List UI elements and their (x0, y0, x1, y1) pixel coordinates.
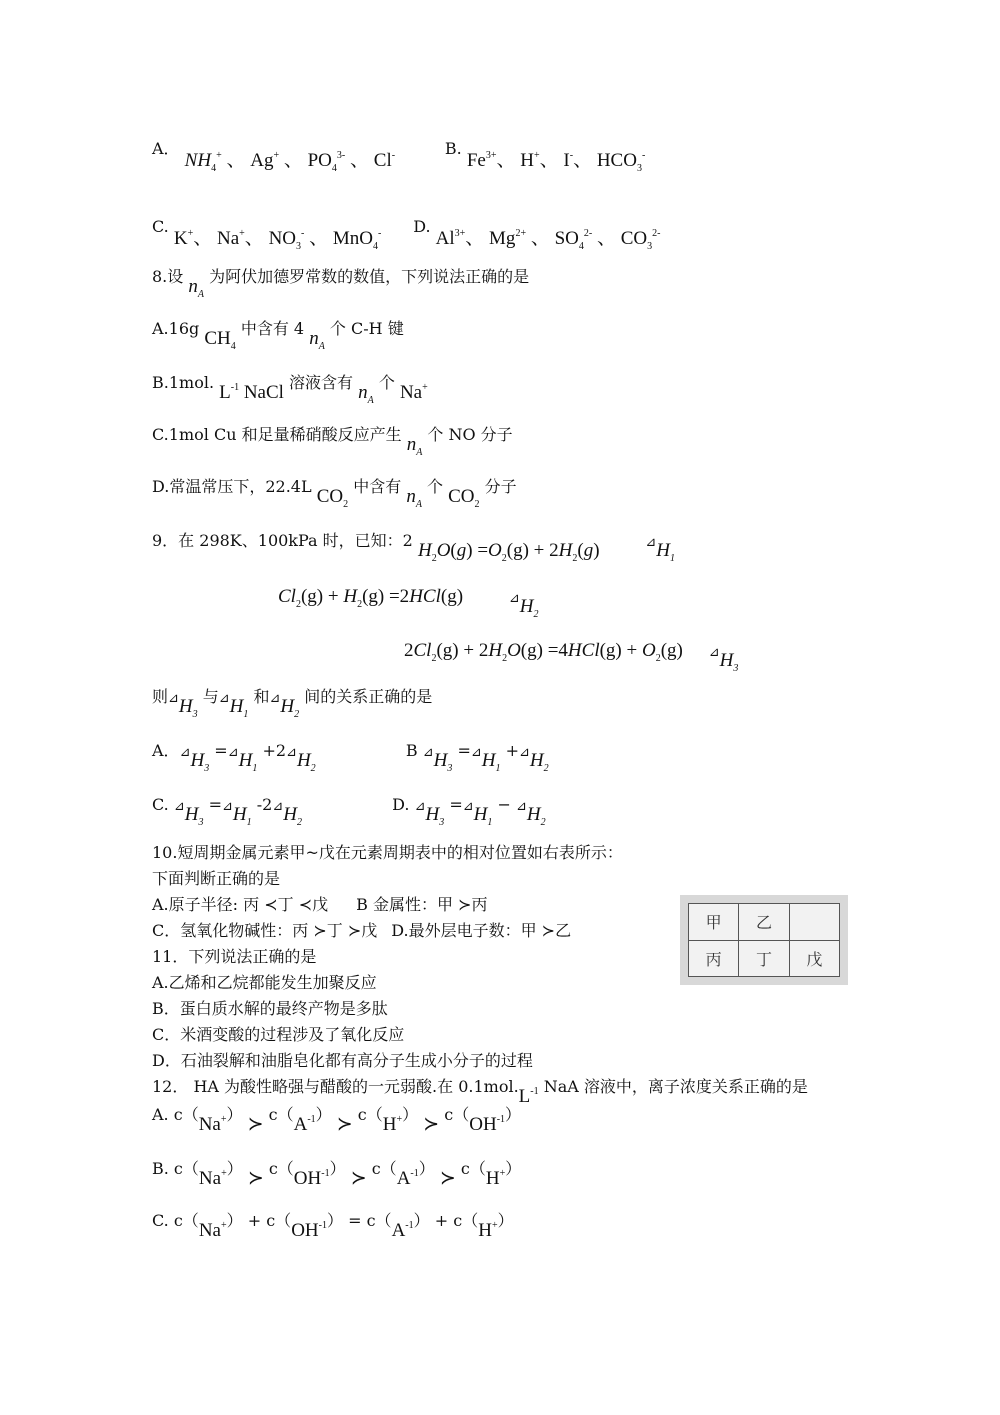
table-cell: 甲 (689, 904, 739, 941)
q8-option-a: A.16g $CH_4$ 中含有 4 $n_A$ 个 C-H 键 (152, 319, 404, 352)
q9-question: 则$⊿H_3$ 与$⊿H_1$ 和$⊿H_2$ 间的关系正确的是 (152, 687, 433, 720)
q7-option-d-ions: $Al^{3+}$、 $Mg^{2+}$ 、 $SO_4^{2-}$ 、 $CO_3^{2-}$ (435, 228, 661, 252)
q12-stem: 12． HA 为酸性略强与醋酸的一元弱酸.在 $0.1mol.L^{-1}$ NaA 溶液中，离子浓度关系正确的是 (152, 1077, 808, 1107)
q9-options-ab: A．$⊿H_3$ $=⊿H_1$ $+2⊿H_2$ B $⊿H_3$ $=⊿H_1$ $+⊿H_2$ (152, 741, 549, 774)
table-cell (789, 904, 839, 941)
q11-option-d: D．石油裂解和油脂皂化都有高分子生成小分子的过程 (152, 1051, 533, 1070)
q10-stem: 10.短周期金属元素甲~戊在元素周期表中的相对位置如右表所示： (152, 843, 623, 862)
q8-option-c: C.1mol Cu 和足量稀硝酸反应产生 $n_A$ 个 NO 分子 (152, 425, 513, 458)
q7-option-c-label: C. (152, 217, 169, 236)
q7-option-a-label: A． (152, 139, 180, 158)
table-cell: 丙 (689, 940, 739, 977)
q12-option-b: B. c（Na+） ≻ $c(OH^{-1})$ ≻ $c(A^{-1})$ ≻ c（H+） (152, 1159, 522, 1189)
q10-options-ab: A.原子半径: 丙 ≺丁 ≺戊 B 金属性：甲 ≻丙 (152, 895, 488, 914)
q8-option-b: B.1mol. $L^{-1}$ NaCl 溶液含有 $n_A$ 个 Na+ (152, 373, 428, 406)
q8-option-d: D.常温常压下，22.4L $CO_2$ 中含有 $n_A$ 个 $CO_2$ 分子 (152, 477, 517, 510)
q7-row-cd (152, 216, 661, 252)
q7-option-b-ions: $Fe^{3+}$、 H+、 I-、 $HCO_3^-$ (466, 150, 646, 174)
q11-option-c: C．米酒变酸的过程涉及了氧化反应 (152, 1025, 405, 1044)
q7-option-d-label: D. (413, 217, 431, 236)
q7-option-b-label: B. (444, 139, 462, 158)
q12-option-c: C. $c(Na^+) + c(OH^{-1}) = c(A^{-1}) + c(H^+)$ (152, 1211, 514, 1241)
q10-sub: 下面判断正确的是 (152, 869, 281, 888)
q9-options-cd: C. $⊿H_3$ $=⊿H_1$ $-2⊿H_2$ D. $⊿H_3$ $=⊿H_1$ − $⊿H_2$ (152, 795, 546, 828)
q7-option-c-ions: K+、 Na+、 $NO_3^-$ 、 MnO$_4$- (173, 228, 382, 252)
q7-row-ab (152, 138, 646, 174)
q8-stem: 8.设 $n_A$ 为阿伏加德罗常数的数值，下列说法正确的是 (152, 267, 530, 300)
table-cell: 乙 (739, 904, 789, 941)
q7-option-a-ions: $NH_4^+$ 、 Ag+ 、 $PO_4^{3-}$ 、 Cl- (184, 150, 396, 174)
q9-stem: 9．在 298K、100kPa 时，已知：2 $H_2O(g) =O_2(g) + 2H_2(g)$ $⊿H_1$ (152, 531, 676, 564)
table-cell: 丁 (739, 940, 789, 977)
q10-options-cd: C．氢氧化物碱性：丙 ≻丁 ≻戊 D.最外层电子数：甲 ≻乙 (152, 921, 572, 940)
q9-equation-2: $Cl_2(g) + H_2(g) =2HCl(g)$ $⊿H_2$ (278, 586, 539, 620)
nA-symbol: $n_A$ (188, 276, 204, 300)
table-cell: 戊 (789, 940, 839, 977)
q11-option-b: B．蛋白质水解的最终产物是多肽 (152, 999, 388, 1018)
periodic-table-fragment (680, 895, 848, 985)
q11-stem: 11．下列说法正确的是 (152, 947, 317, 966)
q12-option-a: A. c（Na+） ≻ $c(A^{-1})$ ≻ c（H+） ≻ $c(OH^{-1})$ (152, 1105, 522, 1135)
q9-equation-3: $2Cl_2(g) + 2H_2O(g) =4HCl(g) + O_2(g)$ $⊿H_3$ (404, 640, 739, 674)
q11-option-a: A.乙烯和乙烷都能发生加聚反应 (152, 973, 377, 992)
q9-equation-1: $H_2O(g) =O_2(g) + 2H_2(g)$ (417, 540, 605, 564)
